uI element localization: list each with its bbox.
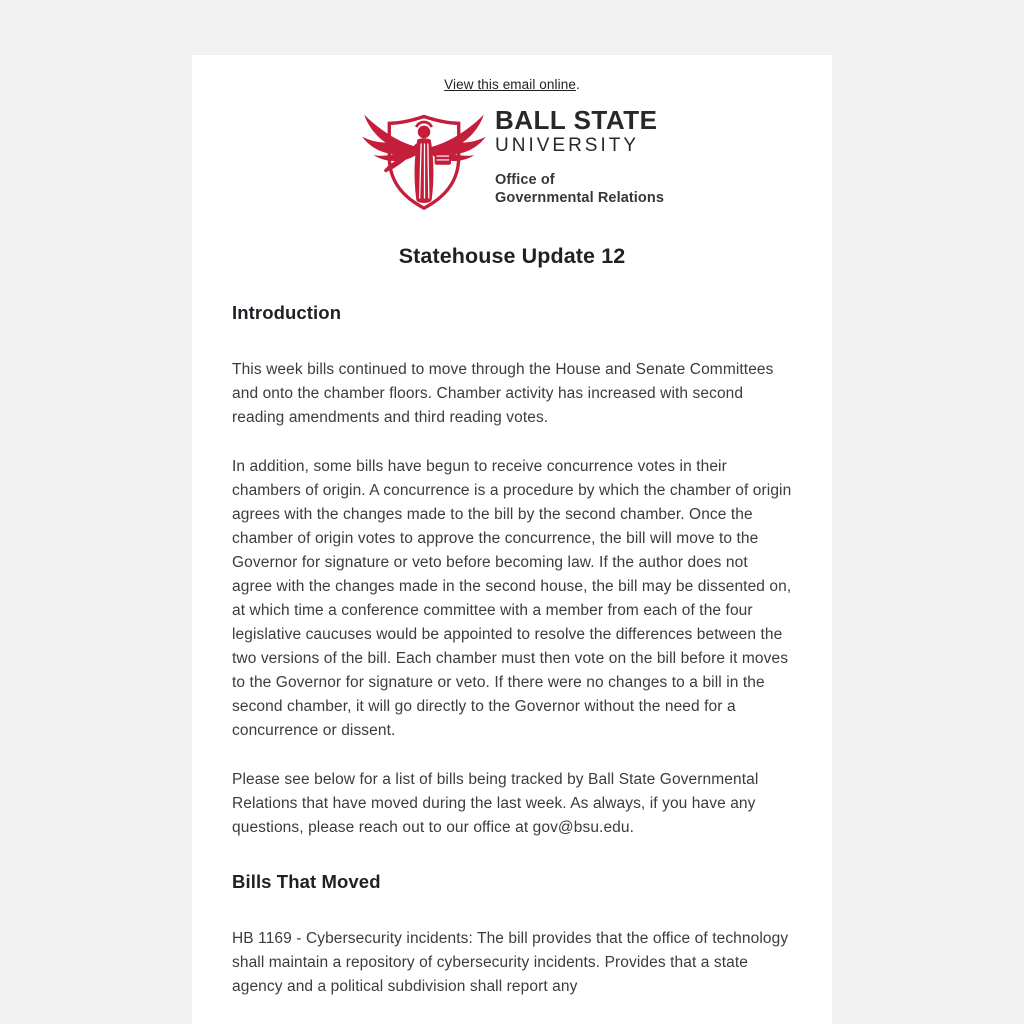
section-heading-bills-that-moved: Bills That Moved <box>232 871 381 893</box>
intro-paragraph-2: In addition, some bills have begun to receive concurrence votes in their chambers of origin. A concurrence is a procedure by which the chamber of origin agrees with the changes made to the bill by the second chamber. Once the chamber of origin votes to approve the concurrence, the bill will move to the Governor for signature or veto before becoming law. If the author does not agree with the changes made in the second house, the bill may be dissented on, at which time a conference committee with a member from each of the four legislative caucuses would be appointed to resolve the differences between the two versions of the bill. Each chamber must then vote on the bill before it moves to the Governor for signature or veto. If there were no changes to a bill in the second chamber, it will go directly to the Governor without the need for a concurrence or dissent. <box>232 458 792 740</box>
logo-wordmark <box>495 104 664 207</box>
email-body-panel <box>192 55 832 1024</box>
section-heading-introduction: Introduction <box>232 302 342 324</box>
bills-paragraph-hb1169: HB 1169 - Cybersecurity incidents: The bill provides that the office of technology shall maintain a repository of cybersecurity incidents. Provides that a state agency and a political subdivision shall report any <box>232 930 789 996</box>
logo-university: UNIVERSITY <box>495 135 640 157</box>
logo-office-of: Office of <box>495 171 555 188</box>
newsletter-title: Statehouse Update 12 <box>398 244 626 268</box>
beneficence-crest-icon <box>360 103 488 211</box>
logo-ball-state: BALL STATE <box>495 104 658 135</box>
intro-paragraph-3: Please see below for a list of bills being tracked by Ball State Governmental Relations that have moved during the last week. As always, if you have any questions, please reach out to our office at gov@bsu.edu. <box>232 771 759 837</box>
view-online-period: . <box>575 77 580 92</box>
view-online-row <box>232 77 792 92</box>
logo-governmental-relations: Governmental Relations <box>495 190 664 207</box>
university-logo <box>232 102 792 212</box>
view-email-online-link[interactable]: View this email online <box>444 77 576 92</box>
intro-paragraph-1: This week bills continued to move through the House and Senate Committees and onto the chamber floors. Chamber activity has increased with second reading amendments and third reading votes. <box>232 361 774 427</box>
